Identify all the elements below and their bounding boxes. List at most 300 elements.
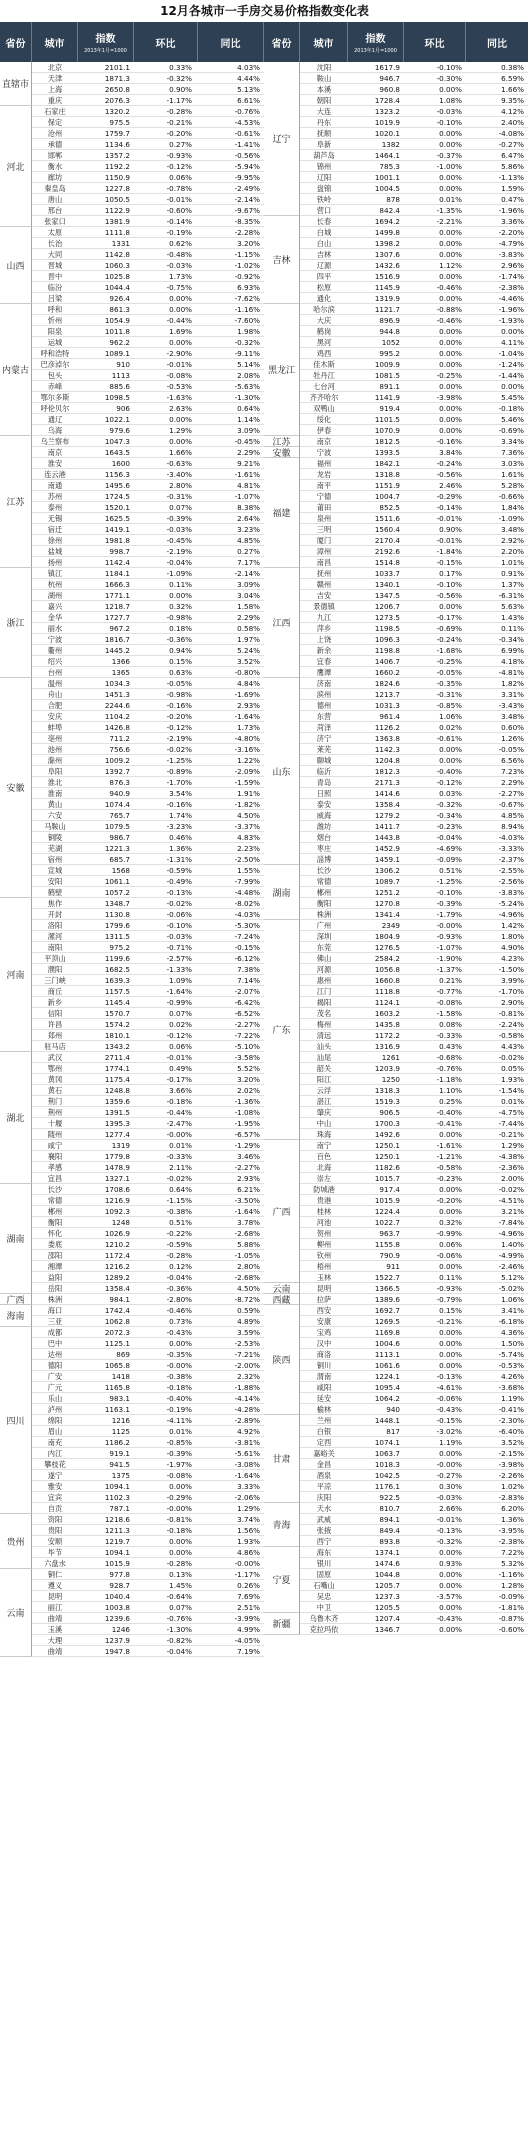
mom-change: -0.28% (166, 1559, 192, 1568)
mom-change: 1.12% (439, 261, 462, 270)
table-row (32, 1151, 264, 1162)
mom-change: -0.76% (166, 1614, 192, 1623)
index-value: 2101.1 (104, 63, 130, 72)
yoy-change: -4.08% (498, 129, 524, 138)
city-name: 平顶山 (44, 954, 66, 963)
city-name: 云浮 (316, 1086, 332, 1095)
index-value: 1203.9 (374, 1064, 400, 1073)
city-name: 百色 (316, 1152, 332, 1161)
city-name: 淮南 (47, 789, 63, 798)
city-name: 宁波 (47, 635, 63, 644)
mom-change: -0.16% (436, 437, 462, 446)
yoy-change: 0.60% (501, 723, 524, 732)
table-row (32, 1503, 264, 1514)
mom-change: 0.00% (439, 140, 462, 149)
yoy-change: -4.03% (234, 910, 260, 919)
index-value: 906.5 (379, 1108, 400, 1117)
table-row (32, 634, 264, 645)
mom-change: -0.33% (436, 1031, 462, 1040)
table-row (32, 194, 264, 205)
yoy-change: 2.64% (237, 514, 260, 523)
mom-change: -0.98% (166, 613, 192, 622)
index-value: 1570.7 (104, 1009, 130, 1018)
yoy-change: -9.67% (234, 206, 260, 215)
index-value: 1363.8 (374, 734, 400, 743)
table-row (32, 480, 264, 491)
index-value: 906 (116, 404, 130, 413)
city-name: 东莞 (316, 943, 332, 952)
index-value: 1700.3 (374, 1119, 400, 1128)
city-name: 南京 (47, 448, 63, 457)
table-row (300, 458, 528, 469)
index-value: 1250 (381, 1075, 400, 1084)
mom-change: -0.22% (166, 1229, 192, 1238)
yoy-change: -2.46% (498, 1262, 524, 1271)
yoy-change: -2.07% (234, 987, 260, 996)
mom-change: 1.66% (169, 448, 192, 457)
city-name: 双鸭山 (313, 404, 335, 413)
index-value: 765.7 (109, 811, 130, 820)
mom-change: -0.20% (166, 129, 192, 138)
yoy-change: -5.02% (498, 1284, 524, 1293)
table-row (32, 1360, 264, 1371)
mom-change: 3.66% (169, 1086, 192, 1095)
mom-change: -0.00% (436, 1460, 462, 1469)
index-value: 1459.1 (374, 855, 400, 864)
index-value: 1443.8 (374, 833, 400, 842)
city-name: 唐山 (47, 195, 63, 204)
city-name: 乌鲁木齐 (309, 1614, 339, 1623)
index-value: 876.3 (109, 778, 130, 787)
table-row (300, 293, 528, 304)
mom-change: 0.02% (169, 1020, 192, 1029)
city-name: 长治 (47, 239, 63, 248)
yoy-change: 6.61% (237, 96, 260, 105)
mom-change: -0.44% (166, 1108, 192, 1117)
mom-change: -0.93% (436, 1284, 462, 1293)
yoy-change: -2.53% (234, 1339, 260, 1348)
table-row (32, 832, 264, 843)
province-group-label: 安徽 (264, 447, 300, 458)
index-value: 1141.9 (374, 393, 400, 402)
mom-change: 0.32% (439, 1218, 462, 1227)
city-name: 大理 (47, 1636, 63, 1645)
city-name: 本溪 (316, 85, 332, 94)
index-value: 1175.4 (104, 1075, 130, 1084)
mom-change: 0.00% (439, 1130, 462, 1139)
table-row (300, 975, 528, 986)
yoy-change: 3.48% (501, 525, 524, 534)
index-value: 1044.4 (104, 283, 130, 292)
city-name: 海口 (47, 1306, 63, 1315)
city-name: 南阳 (47, 943, 63, 952)
table-row (300, 1294, 528, 1305)
yoy-change: 6.93% (237, 283, 260, 292)
mom-change: 0.25% (439, 1097, 462, 1106)
table-row (32, 1195, 264, 1206)
index-value: 1981.8 (104, 536, 130, 545)
mom-change: -0.12% (166, 162, 192, 171)
city-name: 张掖 (316, 1526, 332, 1535)
index-value: 1511.6 (374, 514, 400, 523)
city-name: 六盘水 (44, 1559, 66, 1568)
yoy-change: 5.13% (237, 85, 260, 94)
table-row (300, 700, 528, 711)
index-value: 962.2 (109, 338, 130, 347)
index-value: 1742.4 (104, 1306, 130, 1315)
province-group-label: 西藏 (264, 1294, 300, 1305)
mom-change: -0.33% (166, 1152, 192, 1161)
mom-change: -0.01% (166, 360, 192, 369)
mom-change: 0.00% (439, 756, 462, 765)
mom-change: 0.64% (169, 1185, 192, 1194)
index-value: 1391.5 (104, 1108, 130, 1117)
index-value: 1122.9 (104, 206, 130, 215)
table-row (32, 1459, 264, 1470)
table-row (300, 1217, 528, 1228)
city-name: 宝鸡 (316, 1328, 332, 1337)
table-row (32, 931, 264, 942)
mom-change: -0.63% (166, 459, 192, 468)
yoy-change: 4.81% (237, 481, 260, 490)
yoy-change: -4.38% (498, 1152, 524, 1161)
table-row (32, 667, 264, 678)
yoy-change: -2.50% (234, 855, 260, 864)
table-row (32, 1426, 264, 1437)
index-value: 1261 (381, 1053, 400, 1062)
index-value: 1727.7 (104, 613, 130, 622)
city-name: 荆州 (47, 1108, 63, 1117)
city-name: 黄山 (47, 800, 63, 809)
city-name: 阜阳 (47, 767, 63, 776)
index-value: 1011.8 (104, 327, 130, 336)
table-row (300, 1261, 528, 1272)
yoy-change: 2.08% (237, 371, 260, 380)
mom-change: -0.45% (166, 536, 192, 545)
mom-change: -1.31% (166, 855, 192, 864)
mom-change: -0.53% (166, 382, 192, 391)
yoy-change: 4.89% (237, 1317, 260, 1326)
table-row (300, 645, 528, 656)
province-group-label: 内蒙古 (0, 304, 32, 436)
province-group-label: 广西 (264, 1140, 300, 1283)
city-name: 吉林 (316, 250, 332, 259)
mom-change: -0.64% (166, 1592, 192, 1601)
index-value: 1089.7 (374, 877, 400, 886)
yoy-change: 0.00% (501, 382, 524, 391)
city-name: 佳木斯 (313, 360, 335, 369)
table-row (300, 227, 528, 238)
mom-change: -1.84% (436, 547, 462, 556)
index-value: 1519.3 (374, 1097, 400, 1106)
mom-change: -0.61% (436, 734, 462, 743)
table-row (300, 106, 528, 117)
city-name: 河池 (316, 1218, 332, 1227)
index-value: 1163.1 (104, 1405, 130, 1414)
index-value: 1211.3 (104, 1526, 130, 1535)
mom-change: 1.09% (169, 976, 192, 985)
index-value: 1319 (111, 1141, 130, 1150)
city-name: 拉萨 (316, 1295, 332, 1304)
city-name: 石嘴山 (313, 1581, 335, 1590)
city-name: 郑州 (47, 1031, 63, 1040)
yoy-change: 8.38% (237, 503, 260, 512)
index-value: 1155.8 (374, 1240, 400, 1249)
index-value: 1639.3 (104, 976, 130, 985)
city-name: 南昌 (316, 558, 332, 567)
table-row (300, 425, 528, 436)
yoy-change: -7.21% (234, 1350, 260, 1359)
mom-change: -0.32% (436, 800, 462, 809)
yoy-change: 1.61% (501, 470, 524, 479)
table-row (300, 1569, 528, 1580)
province-group-label: 江西 (264, 568, 300, 678)
yoy-change: 4.26% (501, 1372, 524, 1381)
yoy-change: -1.41% (234, 140, 260, 149)
index-value: 1213.7 (374, 690, 400, 699)
yoy-change: 2.93% (237, 701, 260, 710)
table-row (32, 1184, 264, 1195)
city-name: 宿州 (47, 855, 63, 864)
city-name: 三门峡 (44, 976, 66, 985)
city-name: 松原 (316, 283, 332, 292)
city-name: 泰州 (47, 503, 63, 512)
table-row (300, 216, 528, 227)
city-name: 雅安 (47, 1482, 63, 1491)
table-row (32, 73, 264, 84)
table-row (300, 601, 528, 612)
index-value: 998.7 (109, 547, 130, 556)
table-row (32, 238, 264, 249)
index-value: 1276.5 (374, 943, 400, 952)
province-group-label: 海南 (0, 1305, 32, 1327)
city-name: 镇江 (47, 569, 63, 578)
yoy-change: -2.27% (498, 789, 524, 798)
yoy-change: 2.40% (501, 118, 524, 127)
mom-change: -0.30% (436, 74, 462, 83)
index-value: 1824.6 (374, 679, 400, 688)
table-row (32, 205, 264, 216)
yoy-change: -6.40% (498, 1427, 524, 1436)
yoy-change: -4.81% (498, 668, 524, 677)
province-group-label: 贵州 (0, 1514, 32, 1569)
province-group-label: 直辖市 (0, 62, 32, 106)
table-row (300, 1382, 528, 1393)
table-row (300, 887, 528, 898)
city-name: 吴忠 (316, 1592, 332, 1601)
mom-change: -0.16% (166, 701, 192, 710)
index-value: 785.3 (379, 162, 400, 171)
table-row (32, 436, 264, 447)
mom-change: 0.00% (439, 250, 462, 259)
mom-change: -0.43% (436, 1614, 462, 1623)
mom-change: -0.68% (436, 1053, 462, 1062)
index-value: 1102.3 (104, 1493, 130, 1502)
index-value: 2171.3 (374, 778, 400, 787)
city-name: 莱芜 (316, 745, 332, 754)
mom-change: 0.12% (169, 1262, 192, 1271)
index-value: 1660.2 (374, 668, 400, 677)
city-name: 商丘 (47, 987, 63, 996)
mom-change: -0.56% (436, 470, 462, 479)
mom-change: 0.00% (439, 85, 462, 94)
mom-change: -0.56% (436, 591, 462, 600)
mom-change: -3.23% (166, 822, 192, 831)
mom-change: -0.04% (166, 558, 192, 567)
table-row (32, 1349, 264, 1360)
table-row (32, 1613, 264, 1624)
index-value: 1033.7 (374, 569, 400, 578)
table-row (300, 865, 528, 876)
index-value: 1246 (111, 1625, 130, 1634)
city-name: 常德 (47, 1196, 63, 1205)
mom-change: -0.23% (436, 822, 462, 831)
mom-change: 0.51% (439, 866, 462, 875)
mom-change: -0.93% (436, 932, 462, 941)
city-name: 杭州 (47, 580, 63, 589)
mom-change: 0.63% (169, 668, 192, 677)
table-row (300, 1415, 528, 1426)
table-row (300, 1096, 528, 1107)
table-row (32, 942, 264, 953)
mom-change: 0.15% (439, 1306, 462, 1315)
index-value: 1026.9 (104, 1229, 130, 1238)
mom-change: 0.00% (439, 1328, 462, 1337)
city-name: 吕梁 (47, 294, 63, 303)
index-value: 1393.5 (374, 448, 400, 457)
index-value: 1047.3 (104, 437, 130, 446)
city-name: 呼和 (47, 305, 63, 314)
table-row (300, 1316, 528, 1327)
index-value: 1096.3 (374, 635, 400, 644)
mom-change: -0.58% (436, 1163, 462, 1172)
city-name: 铁岭 (316, 195, 332, 204)
city-name: 枣庄 (316, 844, 332, 853)
mom-change: -0.19% (166, 1405, 192, 1414)
city-name: 宣城 (47, 866, 63, 875)
mom-change: -1.25% (166, 756, 192, 765)
yoy-change: -5.94% (234, 162, 260, 171)
city-name: 信阳 (47, 1009, 63, 1018)
index-value: 1514.8 (374, 558, 400, 567)
index-value: 1111.8 (104, 228, 130, 237)
mom-change: -0.06% (436, 1251, 462, 1260)
city-name: 葫芦岛 (313, 151, 335, 160)
yoy-change: 3.23% (237, 525, 260, 534)
table-row (32, 447, 264, 458)
mom-change: -0.00% (166, 1130, 192, 1139)
city-name: 大同 (47, 250, 63, 259)
yoy-change: -3.83% (498, 250, 524, 259)
yoy-change: -0.15% (234, 943, 260, 952)
index-value: 1061.1 (104, 877, 130, 886)
mom-change: -0.04% (166, 1647, 192, 1656)
city-name: 柳州 (316, 1240, 332, 1249)
index-value: 1054.9 (104, 316, 130, 325)
province-group-label: 河北 (0, 106, 32, 227)
table-row (300, 1041, 528, 1052)
yoy-change: 0.38% (501, 63, 524, 72)
index-value: 1050.5 (104, 195, 130, 204)
mom-change: -0.35% (436, 679, 462, 688)
city-name: 朝阳 (316, 96, 332, 105)
index-value: 1270.8 (374, 899, 400, 908)
mom-change: -1.18% (436, 1075, 462, 1084)
mom-change: 0.02% (439, 723, 462, 732)
mom-change: -0.16% (166, 800, 192, 809)
city-name: 汕尾 (316, 1053, 332, 1062)
index-value: 756.6 (109, 745, 130, 754)
yoy-change: -0.53% (498, 1361, 524, 1370)
mom-change: -0.35% (166, 1350, 192, 1359)
mom-change: -4.61% (436, 1383, 462, 1392)
mom-change: 0.00% (169, 1537, 192, 1546)
mom-change: 1.69% (169, 327, 192, 336)
mom-change: -0.21% (166, 118, 192, 127)
mom-change: -0.03% (166, 261, 192, 270)
index-value: 878 (386, 195, 400, 204)
index-value: 960.8 (379, 85, 400, 94)
table-row (300, 491, 528, 502)
yoy-change: -1.64% (234, 1471, 260, 1480)
yoy-change: -4.99% (498, 1251, 524, 1260)
table-row (32, 1140, 264, 1151)
yoy-change: 1.73% (237, 723, 260, 732)
index-value: 1125.1 (104, 1339, 130, 1348)
table-row (300, 1481, 528, 1492)
table-row (300, 1052, 528, 1063)
city-name: 廊坊 (47, 173, 63, 182)
mom-change: -1.15% (166, 1196, 192, 1205)
index-value: 1343.2 (104, 1042, 130, 1051)
yoy-change: -6.42% (234, 998, 260, 1007)
table-row (32, 953, 264, 964)
index-value: 1126.2 (374, 723, 400, 732)
province-group-label: 福建 (264, 458, 300, 568)
table-row (300, 1580, 528, 1591)
city-name: 北海 (316, 1163, 332, 1172)
mom-change: -0.09% (436, 855, 462, 864)
yoy-change: 3.52% (237, 657, 260, 666)
index-value: 1022.7 (374, 1218, 400, 1227)
yoy-change: -1.02% (234, 261, 260, 270)
yoy-change: 9.35% (501, 96, 524, 105)
index-value: 1218.7 (104, 602, 130, 611)
index-value: 1056.8 (374, 965, 400, 974)
table-row (32, 722, 264, 733)
yoy-change: 1.84% (501, 503, 524, 512)
table-row (32, 1239, 264, 1250)
index-value: 1009.9 (374, 360, 400, 369)
table-row (32, 315, 264, 326)
yoy-change: 7.14% (237, 976, 260, 985)
table-row (32, 1074, 264, 1085)
mom-change: -0.01% (436, 1515, 462, 1524)
yoy-change: 1.82% (501, 679, 524, 688)
mom-change: 0.00% (439, 1581, 462, 1590)
city-name: 白城 (316, 228, 332, 237)
table-row (300, 920, 528, 931)
index-value: 1382 (381, 140, 400, 149)
index-value: 1004.6 (374, 1339, 400, 1348)
index-value: 1151.9 (374, 481, 400, 490)
yoy-change: -1.54% (498, 1086, 524, 1095)
city-name: 江门 (316, 987, 332, 996)
index-value: 979.6 (109, 426, 130, 435)
mom-change: -0.28% (166, 1251, 192, 1260)
city-name: 嘉兴 (47, 602, 63, 611)
yoy-change: 3.36% (501, 217, 524, 226)
